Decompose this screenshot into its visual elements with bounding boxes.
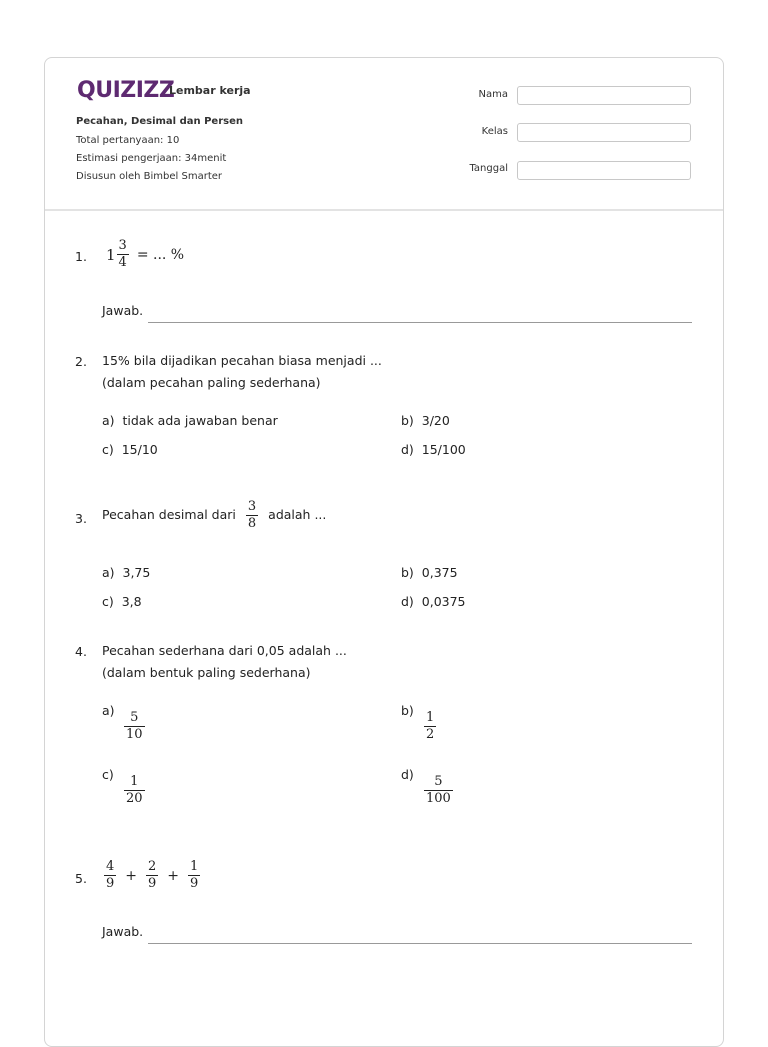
option-c[interactable] bbox=[102, 594, 142, 609]
option-a[interactable] bbox=[102, 565, 150, 580]
question-number: 1. bbox=[75, 249, 87, 264]
fraction-numerator: 5 bbox=[434, 774, 443, 789]
fraction-denominator: 2 bbox=[426, 727, 435, 742]
question-text bbox=[102, 499, 326, 532]
fraction-denominator: 20 bbox=[126, 791, 143, 806]
option-text: tidak ada jawaban benar bbox=[122, 413, 278, 428]
fraction-numerator: 2 bbox=[147, 859, 157, 874]
fraction-numerator: 3 bbox=[247, 499, 257, 514]
option-b[interactable] bbox=[401, 413, 450, 428]
option-letter: b) bbox=[401, 413, 414, 428]
question-5-math bbox=[104, 859, 200, 892]
answer-line[interactable] bbox=[148, 943, 692, 944]
option-text: 15/10 bbox=[121, 442, 158, 457]
class-label: Kelas bbox=[481, 126, 508, 137]
option-letter: d) bbox=[401, 594, 414, 609]
option-d[interactable] bbox=[401, 442, 466, 457]
question-number: 2. bbox=[75, 354, 87, 369]
option-letter: d) bbox=[401, 442, 414, 457]
fraction-denominator: 9 bbox=[189, 876, 199, 891]
option-text: 0,375 bbox=[421, 565, 458, 580]
total-questions: Total pertanyaan: 10 bbox=[76, 135, 180, 146]
option-a[interactable] bbox=[124, 710, 145, 743]
option-letter: b) bbox=[401, 703, 414, 718]
option-b[interactable] bbox=[424, 710, 436, 743]
question-subtext: (dalam bentuk paling sederhana) bbox=[102, 665, 311, 680]
date-label: Tanggal bbox=[469, 163, 508, 174]
fraction-denominator: 9 bbox=[147, 876, 157, 891]
fraction-numerator: 3 bbox=[118, 238, 127, 253]
option-b[interactable] bbox=[401, 565, 458, 580]
fraction-numerator: 1 bbox=[189, 859, 199, 874]
option-letter: a) bbox=[102, 703, 115, 718]
plus-operator: + bbox=[125, 867, 137, 884]
option-letter: b) bbox=[401, 565, 414, 580]
option-letter: c) bbox=[102, 767, 114, 782]
question-subtext: (dalam pecahan paling sederhana) bbox=[102, 375, 321, 390]
name-label: Nama bbox=[478, 89, 508, 100]
option-text: 0,0375 bbox=[421, 594, 466, 609]
question-number: 5. bbox=[75, 871, 87, 886]
fraction-denominator: 8 bbox=[247, 516, 257, 531]
author: Disusun oleh Bimbel Smarter bbox=[76, 171, 223, 182]
sheet-label: Lembar kerja bbox=[169, 84, 251, 97]
question-text-before: Pecahan desimal dari bbox=[102, 507, 236, 522]
question-text: Pecahan sederhana dari 0,05 adalah ... bbox=[102, 643, 347, 658]
fraction-numerator: 5 bbox=[130, 710, 139, 725]
question-1-math bbox=[106, 238, 184, 271]
option-text: 3,75 bbox=[122, 565, 151, 580]
estimated-time: Estimasi pengerjaan: 34menit bbox=[76, 153, 227, 164]
fraction-denominator: 4 bbox=[118, 255, 127, 270]
option-letter: c) bbox=[102, 594, 114, 609]
option-c[interactable] bbox=[102, 442, 158, 457]
option-d[interactable] bbox=[401, 594, 466, 609]
fraction-denominator: 9 bbox=[106, 876, 115, 891]
question-number: 4. bbox=[75, 644, 87, 659]
fraction-denominator: 100 bbox=[426, 791, 451, 806]
option-letter: c) bbox=[102, 442, 114, 457]
plus-operator: + bbox=[167, 867, 179, 884]
equation-rest: = ... % bbox=[136, 246, 185, 263]
option-c[interactable] bbox=[124, 774, 145, 807]
option-letter: a) bbox=[102, 413, 115, 428]
question-number: 3. bbox=[75, 511, 87, 526]
option-text: 3/20 bbox=[421, 413, 450, 428]
option-letter: a) bbox=[102, 565, 115, 580]
mixed-whole: 1 bbox=[106, 245, 116, 264]
question-text-after: adalah ... bbox=[268, 507, 327, 522]
option-a[interactable] bbox=[102, 413, 278, 428]
fraction-denominator: 10 bbox=[126, 727, 143, 742]
answer-label: Jawab. bbox=[102, 303, 144, 318]
fraction-numerator: 1 bbox=[130, 774, 139, 789]
option-d[interactable] bbox=[424, 774, 453, 807]
answer-line[interactable] bbox=[148, 322, 692, 323]
quizizz-logo: QUIZIZZ bbox=[77, 78, 175, 103]
class-field[interactable] bbox=[517, 123, 691, 142]
fraction-numerator: 1 bbox=[426, 710, 435, 725]
worksheet-header bbox=[45, 58, 723, 211]
option-text: 15/100 bbox=[421, 442, 466, 457]
option-text: 3,8 bbox=[121, 594, 142, 609]
answer-label: Jawab. bbox=[102, 924, 144, 939]
option-letter: d) bbox=[401, 767, 414, 782]
question-text: 15% bila dijadikan pecahan biasa menjadi ... bbox=[102, 353, 382, 368]
fraction-numerator: 4 bbox=[106, 859, 115, 874]
worksheet-card bbox=[44, 57, 724, 1047]
date-field[interactable] bbox=[517, 161, 691, 180]
worksheet-title: Pecahan, Desimal dan Persen bbox=[76, 116, 243, 127]
name-field[interactable] bbox=[517, 86, 691, 105]
